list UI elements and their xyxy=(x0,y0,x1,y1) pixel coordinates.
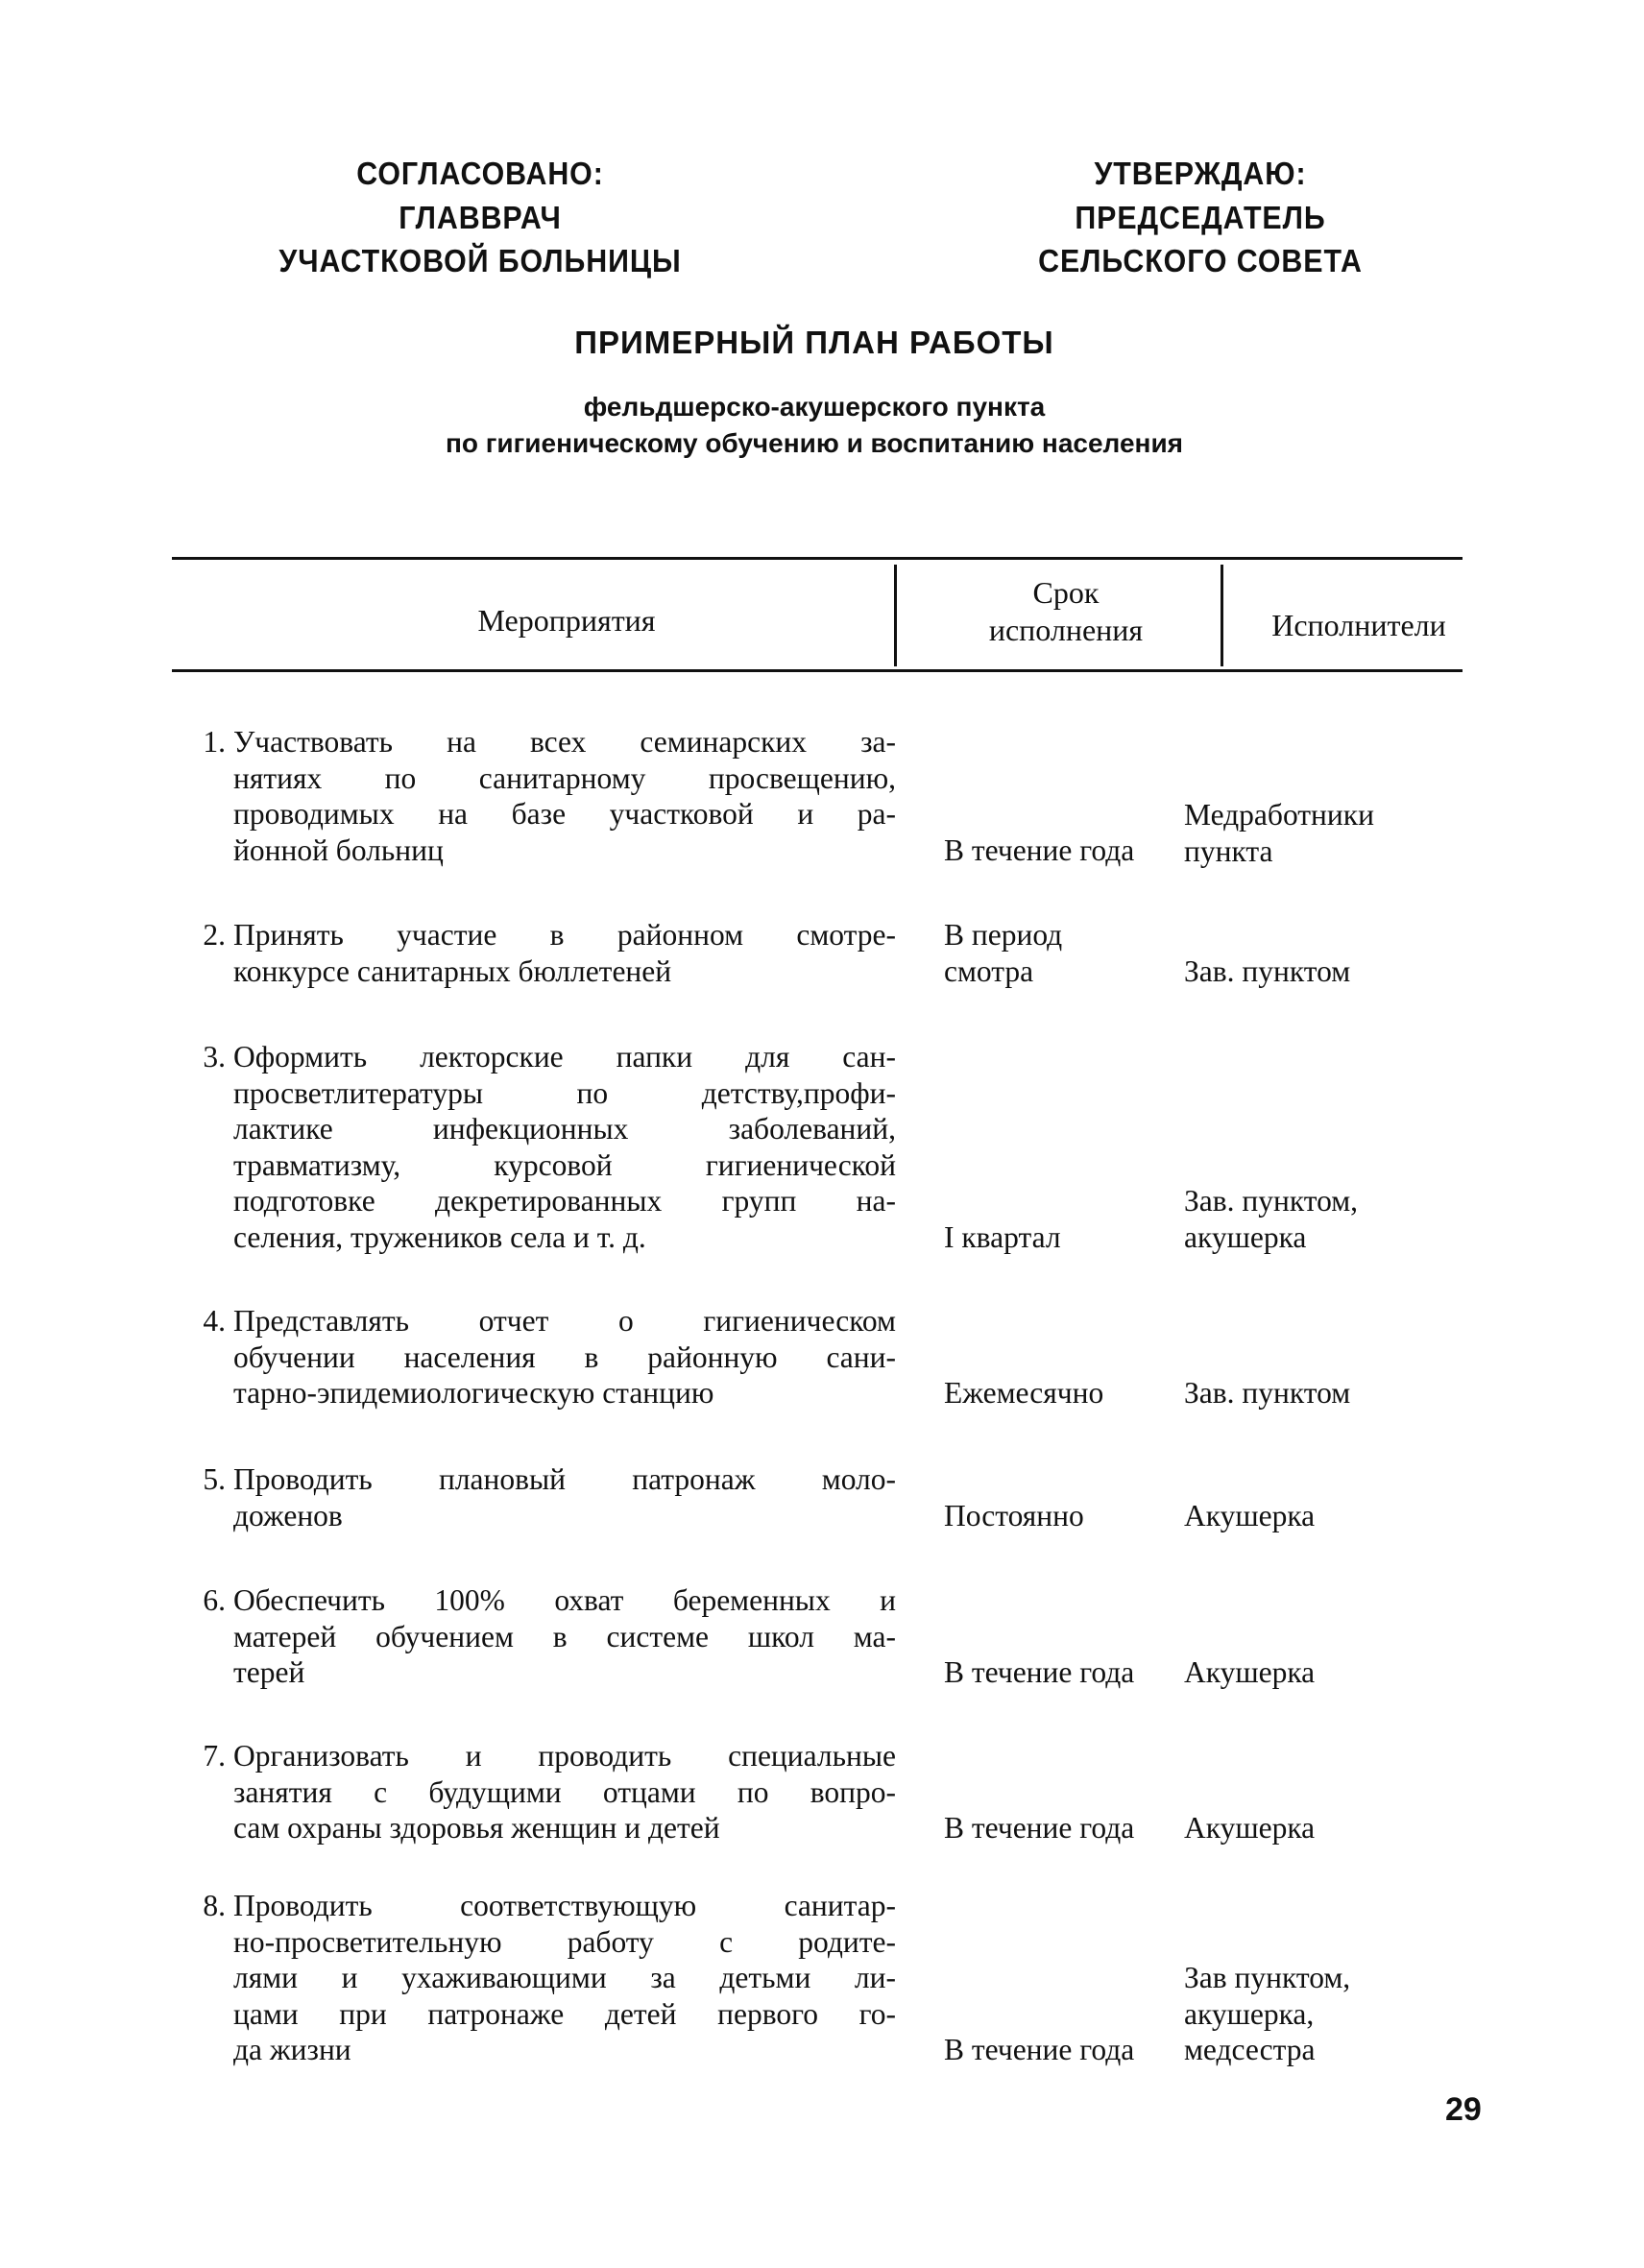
approval-right-line: УТВЕРЖДАЮ: xyxy=(1094,156,1307,191)
column-divider xyxy=(894,565,897,666)
activity-text xyxy=(233,917,896,989)
column-divider xyxy=(1221,565,1223,666)
deadline-cell xyxy=(906,917,1184,989)
executors-cell xyxy=(1184,953,1493,990)
activity-line: нятиях по санитарному просвещению, xyxy=(233,760,896,795)
activity-line: Оформить лекторские папки для сан- xyxy=(233,1040,896,1074)
page-number: 29 xyxy=(1445,2091,1482,2128)
executors-cell xyxy=(1184,1375,1493,1411)
header-executors: Исполнители xyxy=(1271,608,1446,642)
executors-line: Зав. пунктом xyxy=(1184,1376,1351,1410)
header-deadline-line: исполнения xyxy=(988,613,1144,647)
executors-cell xyxy=(1184,1654,1493,1691)
table-row xyxy=(178,1582,1493,1691)
table-row xyxy=(178,917,1493,989)
table-row xyxy=(178,1461,1493,1533)
table-header-rule xyxy=(172,669,1463,672)
executors-line: Зав. пунктом xyxy=(1184,953,1351,988)
executors-cell xyxy=(1184,1183,1493,1255)
deadline-line: В течение года xyxy=(944,832,1135,867)
activity-line: селения, тружеников села и т. д. xyxy=(233,1219,646,1254)
item-number: 6. xyxy=(203,1583,226,1617)
executors-line: Зав пунктом, xyxy=(1184,1961,1351,1994)
activity-line: травматизму, курсовой гигиенической xyxy=(233,1147,896,1182)
activity-line: цами при патронаже детей первого го- xyxy=(233,1996,896,2031)
activity-line: но-просветительную работу с родите- xyxy=(233,1924,896,1959)
item-number: 4. xyxy=(203,1304,226,1338)
executors-line: Зав. пунктом, xyxy=(1184,1184,1359,1218)
activity-line: Участвовать на всех семинарских за- xyxy=(233,725,896,759)
activity-cell xyxy=(178,917,906,989)
activity-text xyxy=(233,1303,896,1411)
document-subtitle xyxy=(0,389,1629,462)
activity-line: доженов xyxy=(233,1498,343,1532)
table-row xyxy=(178,1303,1493,1411)
deadline-cell xyxy=(906,1498,1184,1534)
approval-left-line: УЧАСТКОВОЙ БОЛЬНИЦЫ xyxy=(278,243,682,278)
activity-line: Представлять отчет о гигиеническом xyxy=(233,1304,896,1338)
executors-cell xyxy=(1184,1960,1493,2068)
deadline-line: В течение года xyxy=(944,1655,1135,1689)
activity-line: обучении населения в районную сани- xyxy=(233,1339,896,1374)
activity-line: да жизни xyxy=(233,2033,351,2066)
executors-line: акушерка, xyxy=(1184,1996,1315,2031)
activity-line: тарно-эпидемиологическую станцию xyxy=(233,1376,714,1410)
subtitle-line: по гигиеническому обучению и воспитанию населения xyxy=(445,428,1184,458)
item-number: 1. xyxy=(203,725,226,759)
executors-line: Медработники xyxy=(1184,798,1374,832)
executors-line: акушерка xyxy=(1184,1219,1307,1254)
table-row xyxy=(178,1888,1493,2068)
activity-line: Обеспечить 100% охват беременных и xyxy=(233,1583,896,1617)
header-deadline-line: Срок xyxy=(1032,575,1100,610)
table-row xyxy=(178,724,1493,868)
activity-line: йонной больниц xyxy=(233,832,444,867)
activity-line: сам охраны здоровья женщин и детей xyxy=(233,1811,720,1845)
activity-line: конкурсе санитарных бюллетеней xyxy=(233,953,672,988)
deadline-line: В течение года xyxy=(944,1811,1135,1845)
deadline-cell xyxy=(906,1219,1184,1256)
item-number: 8. xyxy=(203,1889,226,1922)
activity-text xyxy=(233,1888,896,2068)
header-activities: Мероприятия xyxy=(477,603,656,638)
approval-right-block xyxy=(927,152,1474,283)
deadline-line: В течение года xyxy=(944,2033,1135,2066)
table-top-rule xyxy=(172,557,1463,560)
approval-left-block xyxy=(206,152,754,283)
activity-cell xyxy=(178,1303,906,1411)
executors-line: медсестра xyxy=(1184,2033,1316,2066)
deadline-line: В период xyxy=(944,918,1063,952)
item-number: 5. xyxy=(203,1462,226,1496)
activity-text xyxy=(233,1461,896,1533)
approval-left-line: ГЛАВВРАЧ xyxy=(399,199,562,235)
activity-line: лями и ухаживающими за детьми ли- xyxy=(233,1961,896,1994)
activity-cell xyxy=(178,1888,906,2068)
deadline-line: I квартал xyxy=(944,1219,1061,1254)
table-row xyxy=(178,1039,1493,1255)
deadline-line: Постоянно xyxy=(944,1498,1084,1532)
activity-line: Организовать и проводить специальные xyxy=(233,1739,896,1773)
header-deadline xyxy=(912,574,1220,649)
deadline-line: смотра xyxy=(944,953,1034,988)
activity-line: матерей обучением в системе школ ма- xyxy=(233,1619,896,1653)
executors-cell xyxy=(1184,1810,1493,1846)
activity-line: терей xyxy=(233,1655,305,1689)
activity-line: просветлитературы по детству,профи- xyxy=(233,1075,896,1110)
activity-text xyxy=(233,1738,896,1846)
executors-line: Акушерка xyxy=(1184,1655,1316,1689)
activity-line: Принять участие в районном смотре- xyxy=(233,918,896,952)
activity-line: занятия с будущими отцами по вопро- xyxy=(233,1774,896,1809)
activity-cell xyxy=(178,1461,906,1533)
item-number: 7. xyxy=(203,1739,226,1773)
executors-cell xyxy=(1184,797,1493,869)
activity-line: Проводить соответствующую санитар- xyxy=(233,1889,896,1922)
deadline-cell xyxy=(906,832,1184,869)
deadline-cell xyxy=(906,1375,1184,1411)
activity-line: Проводить плановый патронаж моло- xyxy=(233,1462,896,1496)
activity-cell xyxy=(178,724,906,868)
deadline-cell xyxy=(906,1654,1184,1691)
executors-line: Акушерка xyxy=(1184,1498,1316,1532)
activity-text xyxy=(233,724,896,868)
activity-text xyxy=(233,1582,896,1691)
executors-line: пункта xyxy=(1184,833,1273,868)
deadline-cell xyxy=(906,1810,1184,1846)
activity-cell xyxy=(178,1039,906,1255)
item-number: 3. xyxy=(203,1040,226,1074)
activity-line: проводимых на базе участковой и ра- xyxy=(233,797,896,831)
table-row xyxy=(178,1738,1493,1846)
subtitle-line: фельдшерско-акушерского пункта xyxy=(583,392,1046,422)
deadline-cell xyxy=(906,2032,1184,2068)
approval-right-line: ПРЕДСЕДАТЕЛЬ xyxy=(1075,199,1326,235)
activity-line: подготовке декретированных групп на- xyxy=(233,1184,896,1218)
approval-left-line: СОГЛАСОВАНО: xyxy=(356,156,604,191)
activity-cell xyxy=(178,1738,906,1846)
approval-right-line: СЕЛЬСКОГО СОВЕТА xyxy=(1038,243,1363,278)
activity-line: лактике инфекционных заболеваний, xyxy=(233,1112,896,1146)
item-number: 2. xyxy=(203,918,226,952)
deadline-line: Ежемесячно xyxy=(944,1376,1104,1410)
activity-text xyxy=(233,1039,896,1255)
document-title: ПРИМЕРНЫЙ ПЛАН РАБОТЫ xyxy=(574,325,1054,360)
executors-line: Акушерка xyxy=(1184,1811,1316,1845)
executors-cell xyxy=(1184,1498,1493,1534)
activity-cell xyxy=(178,1582,906,1691)
